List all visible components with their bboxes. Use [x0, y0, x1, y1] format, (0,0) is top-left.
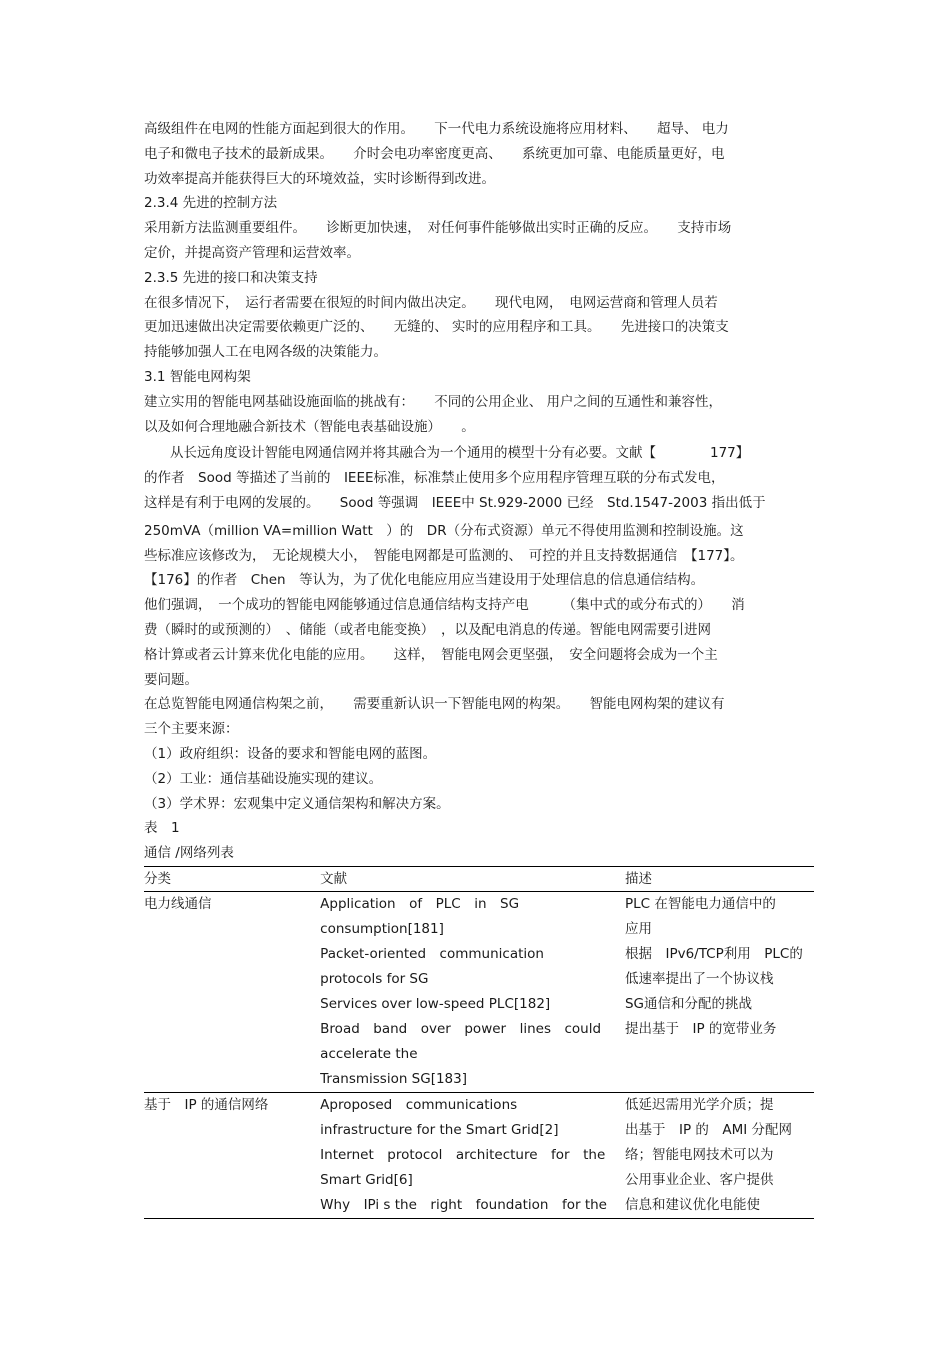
description-line: 低延迟需用光学介质；提 — [624, 1096, 774, 1113]
text-line: 持能够加强人工在电网各级的决策能力。 — [144, 344, 387, 361]
text-line: 在很多情况下， 运行者需要在很短的时间内做出决定。 现代电网， 电网运营商和管理人员若 — [144, 294, 718, 311]
text-line: 这样是有利于电网的发展的。 Sood 等强调 IEEE中 St.929-2000 已经 Std.1547-2003 指出低于 — [144, 494, 766, 511]
text-line: 250mVA（million VA=million Watt ）的 DR（分布式资源）单元不得使用监测和控制设施。这 — [144, 522, 744, 539]
text-line: 采用新方法监测重要组件。 诊断更加快速， 对任何事件能够做出实时正确的反应。 支持市场 — [144, 220, 732, 237]
paragraph-long-term-design — [144, 441, 814, 692]
list-item: （3）学术界：宏观集中定义通信架构和解决方案。 — [144, 795, 450, 812]
category-text: 基于 IP 的通信网络 — [144, 1096, 269, 1113]
text-line: 电子和微电子技术的最新成果。 介时会电功率密度更高、 系统更加可靠、电能质量更好，电 — [144, 145, 725, 162]
description-line: PLC 在智能电力通信中的 — [624, 895, 776, 912]
text-line: 以及如何合理地融合新技术（智能电表基础设施） 。 — [144, 418, 475, 435]
column-header-description: 描述 — [624, 870, 652, 887]
description-line: SG通信和分配的挑战 — [624, 995, 752, 1012]
reference-line: consumption[181] — [320, 920, 444, 937]
text-line: 更加迅速做出决定需要依赖更广泛的、 无缝的、 实时的应用程序和工具。 先进接口的决策支 — [144, 319, 729, 336]
paragraph-control-methods — [144, 216, 814, 266]
reference-line: Transmission SG[183] — [320, 1070, 468, 1087]
table-row — [144, 891, 814, 1092]
document-page — [144, 117, 814, 1219]
sources-list — [144, 742, 814, 816]
section-heading-3-1: 3.1 智能电网构架 — [144, 368, 251, 385]
paragraph-challenges — [144, 390, 814, 440]
list-item: （2）工业：通信基础设施实现的建议。 — [144, 770, 383, 787]
description-line: 提出基于 IP 的宽带业务 — [624, 1020, 777, 1037]
category-text: 电力线通信 — [144, 895, 212, 912]
text-line: 些标准应该修改为， 无论规模大小， 智能电网都是可监测的、 可控的并且支持数据通信 【177】。 — [144, 547, 744, 564]
reference-line: Why IPi s the right foundation for the — [320, 1196, 607, 1213]
text-line: 【176】的作者 Chen 等认为，为了优化电能应用应当建设用于处理信息的信息通信结构。 — [144, 572, 705, 589]
description-line: 低速率提出了一个协议栈 — [624, 970, 774, 987]
section-heading-2-3-5: 2.3.5 先进的接口和决策支持 — [144, 269, 318, 286]
reference-line: protocols for SG — [320, 970, 429, 987]
description-line: 络；智能电网技术可以为 — [624, 1146, 774, 1163]
reference-line: Services over low-speed PLC[182] — [320, 995, 551, 1012]
description-line: 出基于 IP 的 AMI 分配网 — [624, 1121, 793, 1138]
text-line: 在总览智能电网通信构架之前， 需要重新认识一下智能电网的构架。 智能电网构架的建议有 — [144, 696, 725, 713]
paragraph-decision-support — [144, 291, 814, 365]
description-line: 根据 IPv6/TCP利用 PLC的 — [624, 945, 803, 962]
text-line: 三个主要来源： — [144, 721, 239, 738]
text-line: 从长远角度设计智能电网通信网并将其融合为一个通用的模型十分有必要。文献【 177】 — [170, 445, 750, 462]
reference-line: accelerate the — [320, 1045, 418, 1062]
text-line: 的作者 Sood 等描述了当前的 IEEE标准，标准禁止使用多个应用程序管理互联的分布式发电， — [144, 470, 725, 487]
text-line: 功效率提高并能获得巨大的环境效益，实时诊断得到改进。 — [144, 170, 495, 187]
text-line: 要问题。 — [144, 671, 198, 688]
paragraph-advanced-components — [144, 117, 814, 191]
table-row — [144, 1092, 814, 1218]
reference-line: infrastructure for the Smart Grid[2] — [320, 1121, 559, 1138]
description-cell — [615, 891, 814, 1092]
text-line: 高级组件在电网的性能方面起到很大的作用。 下一代电力系统设施将应用材料、 超导、 电力 — [144, 121, 729, 137]
table-label: 表 1 — [144, 820, 180, 837]
reference-line: Smart Grid[6] — [320, 1171, 413, 1188]
reference-line: Packet-oriented communication — [320, 945, 544, 962]
category-cell — [144, 891, 320, 1092]
reference-line: Broad band over power lines could — [320, 1020, 602, 1037]
references-cell — [320, 891, 615, 1092]
section-heading-2-3-4: 2.3.4 先进的控制方法 — [144, 195, 278, 212]
table-title: 通信 /网络列表 — [144, 845, 234, 862]
description-line: 应用 — [624, 920, 652, 937]
paragraph-architecture-sources — [144, 692, 814, 742]
text-line: 格计算或者云计算来优化电能的应用。 这样， 智能电网会更坚强， 安全问题将会成为一个主 — [144, 646, 718, 663]
column-header-category: 分类 — [144, 870, 171, 887]
text-line: 他们强调， 一个成功的智能电网能够通过信息通信结构支持产电 （集中式的或分布式的） 消 — [144, 597, 745, 614]
description-cell — [615, 1092, 814, 1218]
communication-network-table — [144, 866, 814, 1219]
references-cell — [320, 1092, 615, 1218]
reference-line: Internet protocol architecture for the — [320, 1146, 606, 1163]
text-line: 建立实用的智能电网基础设施面临的挑战有： 不同的公用企业、 用户之间的互通性和兼容性， — [144, 393, 723, 410]
description-line: 公用事业企业、客户提供 — [624, 1171, 774, 1188]
category-cell — [144, 1092, 320, 1218]
text-line: 定价，并提高资产管理和运营效率。 — [144, 244, 360, 261]
list-item: （1）政府组织：设备的要求和智能电网的蓝图。 — [144, 745, 437, 762]
reference-line: Application of PLC in SG — [320, 895, 520, 912]
reference-line: Aproposed communications — [320, 1096, 518, 1113]
text-line: 费（瞬时的或预测的） 、储能（或者电能变换） ，以及配电消息的传递。智能电网需要引进网 — [144, 621, 711, 638]
column-header-references: 文献 — [320, 870, 348, 887]
description-line: 信息和建议优化电能使 — [624, 1196, 760, 1213]
table-header-row — [144, 866, 814, 891]
